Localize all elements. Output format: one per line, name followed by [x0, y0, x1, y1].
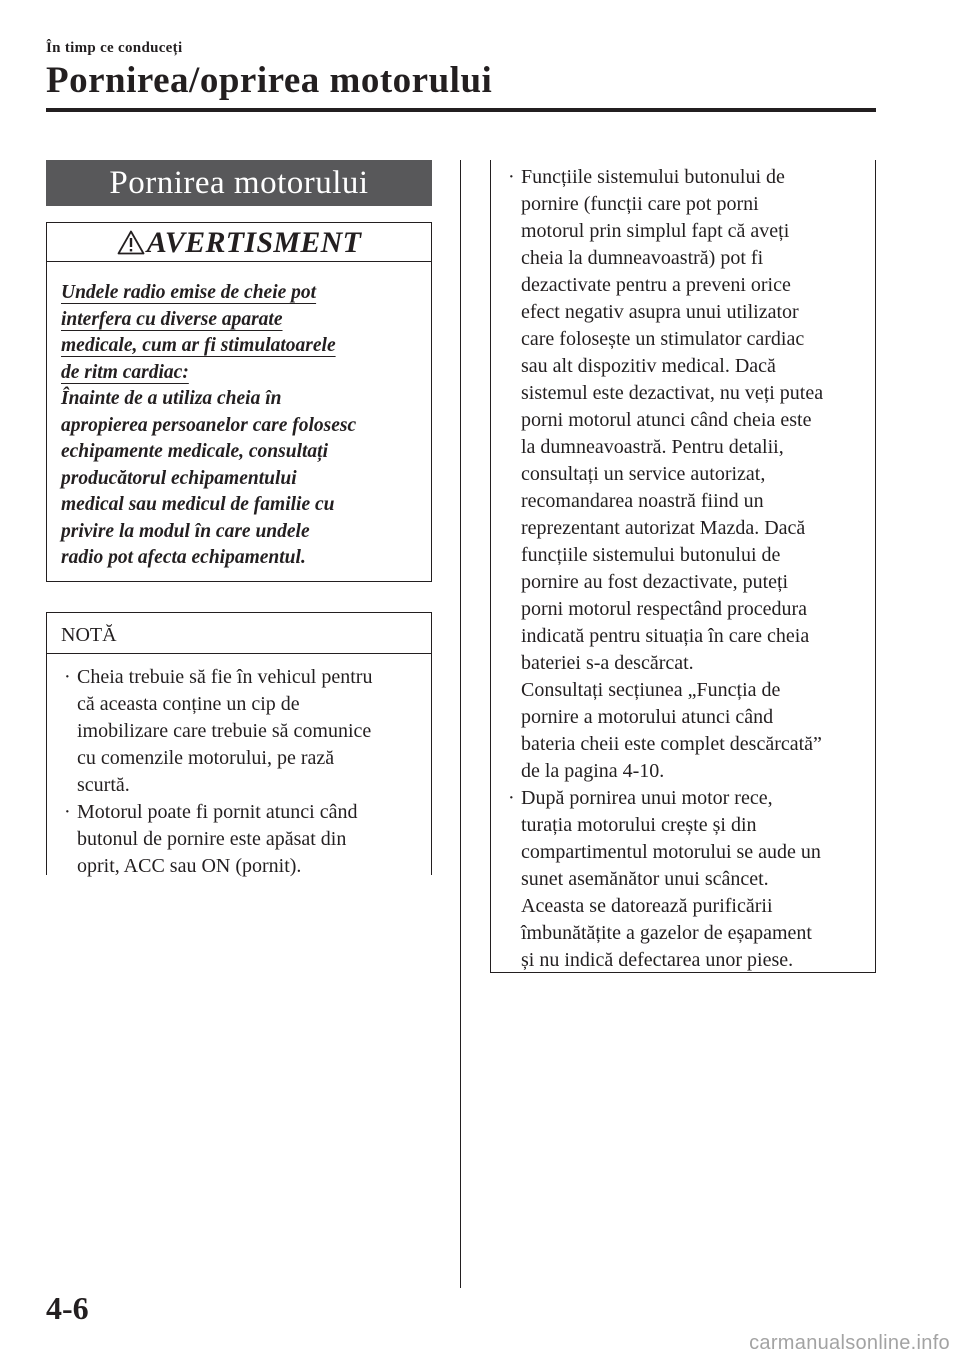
note-line: După pornirea unui motor rece, [521, 787, 773, 809]
breadcrumb: În timp ce conduceți [46, 40, 183, 56]
note-line: pornire a motorului atunci când [521, 706, 774, 728]
footer-watermark: carmanualsonline.info [749, 1332, 950, 1354]
note-box [46, 612, 432, 875]
column-divider [460, 160, 461, 1288]
note-line: Motorul poate fi pornit atunci când [77, 801, 358, 823]
warning-box [46, 222, 432, 582]
note-item [61, 799, 421, 880]
note-item [505, 785, 865, 974]
page-title: Pornirea/oprirea motorului [46, 60, 493, 101]
note-line: indicată pentru situația în care cheia [521, 625, 810, 647]
warning-line: Înainte de a utiliza cheia în [61, 388, 282, 409]
note-line: sau alt dispozitiv medical. Dacă [521, 355, 776, 377]
warning-triangle-icon [117, 230, 145, 255]
note-line: îmbunătățite a gazelor de eșapament [521, 922, 812, 944]
page-reference: de la pagina 4-10. [521, 760, 665, 782]
note-item [505, 164, 865, 785]
note-line: reprezentant autorizat Mazda. Dacă [521, 517, 806, 539]
note-line: Consultați secțiunea „Funcția de [521, 679, 781, 701]
note-title: NOTĂ [47, 613, 431, 654]
note-line: Cheia trebuie să fie în vehicul pentru [77, 666, 373, 688]
note-line: turația motorului crește și din [521, 814, 757, 836]
warning-line: radio pot afecta echipamentul. [61, 547, 306, 568]
note-line: butonul de pornire este apăsat din [77, 828, 347, 850]
warning-line: apropierea persoanelor care folosesc [61, 414, 357, 436]
note-line: care folosește un stimulator cardiac [521, 328, 805, 350]
warning-underlined-line: de ritm cardiac: [61, 361, 189, 383]
note-line: că aceasta conține un cip de [77, 693, 300, 715]
bullet-icon: · [64, 666, 71, 688]
note-continued-box [490, 160, 876, 973]
warning-underlined-line: medicale, cum ar fi stimulatoarele [61, 335, 336, 356]
note-line: funcțiile sistemului butonului de [521, 544, 781, 566]
note-line: recomandarea noastră fiind un [521, 490, 764, 512]
note-line: bateria cheii este complet descărcată” [521, 733, 822, 755]
title-divider [46, 108, 876, 112]
note-line: porni motorul atunci când cheia este [521, 409, 812, 431]
note-line: sunet asemănător unui scâncet. [521, 868, 769, 890]
warning-line: privire la modul în care undele [61, 520, 310, 542]
note-line: dezactivate pentru a preveni orice [521, 274, 791, 296]
note-line: efect negativ asupra unui utilizator [521, 301, 799, 323]
warning-line: medical sau medicul de familie cu [61, 494, 335, 515]
note-line: cheia la dumneavoastră) pot fi [521, 247, 764, 269]
note-item [61, 664, 421, 799]
note-line: pornire (funcții care pot porni [521, 193, 759, 215]
section-title: Pornirea motorului [46, 160, 432, 206]
note-line: compartimentul motorului se aude un [521, 841, 821, 863]
note-line: la dumneavoastră. Pentru detalii, [521, 436, 784, 458]
note-continued-body [491, 160, 875, 974]
note-line: imobilizare care trebuie să comunice [77, 720, 372, 742]
note-line: scurtă. [77, 774, 130, 796]
bullet-icon: · [64, 801, 71, 823]
warning-body [47, 262, 431, 572]
warning-underlined-line: Undele radio emise de cheie pot [61, 282, 317, 303]
note-line: oprit, ACC sau ON (pornit). [77, 855, 302, 877]
note-line: motorul prin simplul fapt că aveți [521, 220, 790, 242]
note-line: Funcțiile sistemului butonului de [521, 166, 785, 188]
note-line: bateriei s-a descărcat. [521, 652, 694, 674]
note-line: pornire au fost dezactivate, puteți [521, 571, 789, 593]
page-number: 4-6 [46, 1290, 89, 1326]
note-line: Aceasta se datorează purificării [521, 895, 773, 917]
note-body [47, 654, 431, 880]
note-line: și nu indică defectarea unor piese. [521, 949, 794, 971]
warning-line: producătorul echipamentului [61, 467, 297, 489]
warning-underlined-line: interfera cu diverse aparate [61, 308, 283, 330]
note-line: consultați un service autorizat, [521, 463, 766, 485]
note-line: sistemul este dezactivat, nu veți putea [521, 382, 824, 404]
bullet-icon: · [508, 787, 515, 809]
bullet-icon: · [508, 166, 515, 188]
note-line: porni motorul respectând procedura [521, 598, 808, 620]
warning-title: AVERTISMENT [146, 226, 362, 259]
warning-line: echipamente medicale, consultați [61, 441, 329, 462]
note-line: cu comenzile motorului, pe rază [77, 747, 335, 769]
warning-header [47, 223, 431, 262]
